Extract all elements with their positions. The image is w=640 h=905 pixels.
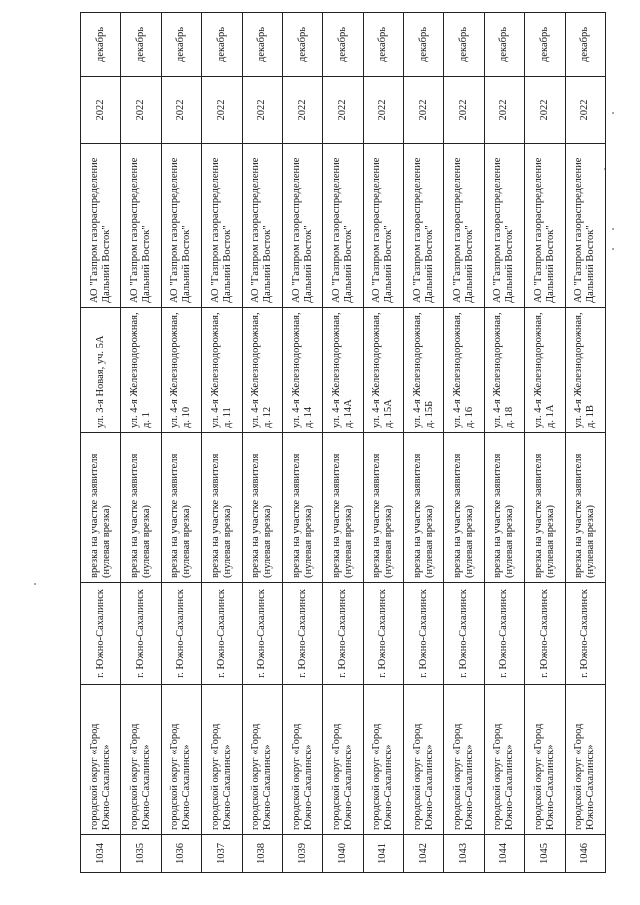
- row-number: 1046: [565, 835, 606, 873]
- municipality-cell: городской округ «Город Южно-Сахалинск»: [444, 685, 484, 835]
- row-number: 1039: [282, 835, 322, 873]
- address-cell: ул. 4-я Железнодорожная, д. 10: [161, 308, 201, 433]
- address-cell: ул. 4-я Железнодорожная, д. 18: [484, 308, 524, 433]
- row-number: 1041: [363, 835, 403, 873]
- table-row: [282, 13, 322, 873]
- year-cell: 2022: [121, 77, 161, 144]
- work-type-cell: врезка на участке заявителя (нулевая врезка): [323, 433, 363, 583]
- table-row: [202, 13, 242, 873]
- municipality-cell: городской округ «Город Южно-Сахалинск»: [525, 685, 565, 835]
- month-cell: декабрь: [81, 13, 121, 77]
- organization-cell: АО "Газпром газораспределение Дальний Восток": [525, 144, 565, 308]
- year-cell: 2022: [444, 77, 484, 144]
- month-cell: декабрь: [565, 13, 606, 77]
- municipality-cell: городской округ «Город Южно-Сахалинск»: [404, 685, 444, 835]
- row-number: 1045: [525, 835, 565, 873]
- address-cell: ул. 4-я Железнодорожная, д. 14: [282, 308, 322, 433]
- municipality-cell: городской округ «Город Южно-Сахалинск»: [565, 685, 606, 835]
- municipality-cell: городской округ «Город Южно-Сахалинск»: [81, 685, 121, 835]
- locality-cell: г. Южно-Сахалинск: [81, 583, 121, 685]
- work-type-cell: врезка на участке заявителя (нулевая врезка): [484, 433, 524, 583]
- address-cell: ул. 4-я Железнодорожная, д. 14А: [323, 308, 363, 433]
- organization-cell: АО "Газпром газораспределение Дальний Восток": [121, 144, 161, 308]
- locality-cell: г. Южно-Сахалинск: [202, 583, 242, 685]
- locality-cell: г. Южно-Сахалинск: [404, 583, 444, 685]
- work-type-cell: врезка на участке заявителя (нулевая врезка): [242, 433, 282, 583]
- work-type-cell: врезка на участке заявителя (нулевая врезка): [404, 433, 444, 583]
- month-cell: декабрь: [323, 13, 363, 77]
- year-cell: 2022: [202, 77, 242, 144]
- organization-cell: АО "Газпром газораспределение Дальний Восток": [484, 144, 524, 308]
- year-cell: 2022: [242, 77, 282, 144]
- row-number: 1037: [202, 835, 242, 873]
- municipality-cell: городской округ «Город Южно-Сахалинск»: [484, 685, 524, 835]
- table-row: [525, 13, 565, 873]
- month-cell: декабрь: [282, 13, 322, 77]
- month-cell: декабрь: [242, 13, 282, 77]
- year-cell: 2022: [81, 77, 121, 144]
- address-cell: ул. 4-я Железнодорожная, д. 15А: [363, 308, 403, 433]
- municipality-cell: городской округ «Город Южно-Сахалинск»: [242, 685, 282, 835]
- table-row: [161, 13, 201, 873]
- table-row: [404, 13, 444, 873]
- work-type-cell: врезка на участке заявителя (нулевая врезка): [363, 433, 403, 583]
- locality-cell: г. Южно-Сахалинск: [363, 583, 403, 685]
- address-cell: ул. 4-я Железнодорожная, д. 11: [202, 308, 242, 433]
- year-cell: 2022: [525, 77, 565, 144]
- scan-speck: [612, 112, 614, 114]
- row-number: 1043: [444, 835, 484, 873]
- locality-cell: г. Южно-Сахалинск: [282, 583, 322, 685]
- locality-cell: г. Южно-Сахалинск: [121, 583, 161, 685]
- municipality-cell: городской округ «Город Южно-Сахалинск»: [363, 685, 403, 835]
- municipality-cell: городской округ «Город Южно-Сахалинск»: [202, 685, 242, 835]
- year-cell: 2022: [282, 77, 322, 144]
- work-type-cell: врезка на участке заявителя (нулевая врезка): [202, 433, 242, 583]
- row-number: 1038: [242, 835, 282, 873]
- month-cell: декабрь: [121, 13, 161, 77]
- organization-cell: АО "Газпром газораспределение Дальний Восток": [81, 144, 121, 308]
- row-number: 1044: [484, 835, 524, 873]
- work-type-cell: врезка на участке заявителя (нулевая врезка): [161, 433, 201, 583]
- work-type-cell: врезка на участке заявителя (нулевая врезка): [444, 433, 484, 583]
- locality-cell: г. Южно-Сахалинск: [444, 583, 484, 685]
- table-row: [242, 13, 282, 873]
- locality-cell: г. Южно-Сахалинск: [525, 583, 565, 685]
- address-cell: ул. 4-я Железнодорожная, д. 12: [242, 308, 282, 433]
- row-number: 1035: [121, 835, 161, 873]
- rotated-table-wrapper: [80, 13, 606, 873]
- organization-cell: АО "Газпром газораспределение Дальний Восток": [242, 144, 282, 308]
- organization-cell: АО "Газпром газораспределение Дальний Восток": [444, 144, 484, 308]
- municipality-cell: городской округ «Город Южно-Сахалинск»: [323, 685, 363, 835]
- row-number: 1034: [81, 835, 121, 873]
- municipality-cell: городской округ «Город Южно-Сахалинск»: [121, 685, 161, 835]
- gasification-schedule-table: [80, 12, 606, 873]
- month-cell: декабрь: [363, 13, 403, 77]
- work-type-cell: врезка на участке заявителя (нулевая врезка): [81, 433, 121, 583]
- row-number: 1042: [404, 835, 444, 873]
- municipality-cell: городской округ «Город Южно-Сахалинск»: [161, 685, 201, 835]
- month-cell: декабрь: [525, 13, 565, 77]
- locality-cell: г. Южно-Сахалинск: [161, 583, 201, 685]
- month-cell: декабрь: [404, 13, 444, 77]
- address-cell: ул. 4-я Железнодорожная, д. 1: [121, 308, 161, 433]
- organization-cell: АО "Газпром газораспределение Дальний Восток": [404, 144, 444, 308]
- locality-cell: г. Южно-Сахалинск: [242, 583, 282, 685]
- table-row: [444, 13, 484, 873]
- organization-cell: АО "Газпром газораспределение Дальний Восток": [161, 144, 201, 308]
- table-body: [81, 13, 606, 873]
- address-cell: ул. 4-я Железнодорожная, д. 15Б: [404, 308, 444, 433]
- work-type-cell: врезка на участке заявителя (нулевая врезка): [282, 433, 322, 583]
- year-cell: 2022: [404, 77, 444, 144]
- municipality-cell: городской округ «Город Южно-Сахалинск»: [282, 685, 322, 835]
- scan-speck: [612, 228, 614, 230]
- table-row: [565, 13, 606, 873]
- row-number: 1036: [161, 835, 201, 873]
- table-row: [484, 13, 524, 873]
- address-cell: ул. 4-я Железнодорожная, д. 16: [444, 308, 484, 433]
- month-cell: декабрь: [444, 13, 484, 77]
- locality-cell: г. Южно-Сахалинск: [484, 583, 524, 685]
- scan-speck: [612, 248, 614, 250]
- month-cell: декабрь: [202, 13, 242, 77]
- month-cell: декабрь: [161, 13, 201, 77]
- work-type-cell: врезка на участке заявителя (нулевая врезка): [565, 433, 606, 583]
- table-row: [121, 13, 161, 873]
- organization-cell: АО "Газпром газораспределение Дальний Восток": [202, 144, 242, 308]
- organization-cell: АО "Газпром газораспределение Дальний Восток": [282, 144, 322, 308]
- locality-cell: г. Южно-Сахалинск: [323, 583, 363, 685]
- year-cell: 2022: [484, 77, 524, 144]
- table-row: [81, 13, 121, 873]
- row-number: 1040: [323, 835, 363, 873]
- address-cell: ул. 3-я Новая, уч. 5А: [81, 308, 121, 433]
- month-cell: декабрь: [484, 13, 524, 77]
- year-cell: 2022: [161, 77, 201, 144]
- address-cell: ул. 4-я Железнодорожная, д. 1В: [565, 308, 606, 433]
- year-cell: 2022: [565, 77, 606, 144]
- year-cell: 2022: [363, 77, 403, 144]
- year-cell: 2022: [323, 77, 363, 144]
- scan-speck: [34, 583, 36, 585]
- organization-cell: АО "Газпром газораспределение Дальний Восток": [565, 144, 606, 308]
- address-cell: ул. 4-я Железнодорожная, д. 1А: [525, 308, 565, 433]
- work-type-cell: врезка на участке заявителя (нулевая врезка): [525, 433, 565, 583]
- work-type-cell: врезка на участке заявителя (нулевая врезка): [121, 433, 161, 583]
- organization-cell: АО "Газпром газораспределение Дальний Восток": [323, 144, 363, 308]
- table-row: [323, 13, 363, 873]
- table-row: [363, 13, 403, 873]
- locality-cell: г. Южно-Сахалинск: [565, 583, 606, 685]
- organization-cell: АО "Газпром газораспределение Дальний Восток": [363, 144, 403, 308]
